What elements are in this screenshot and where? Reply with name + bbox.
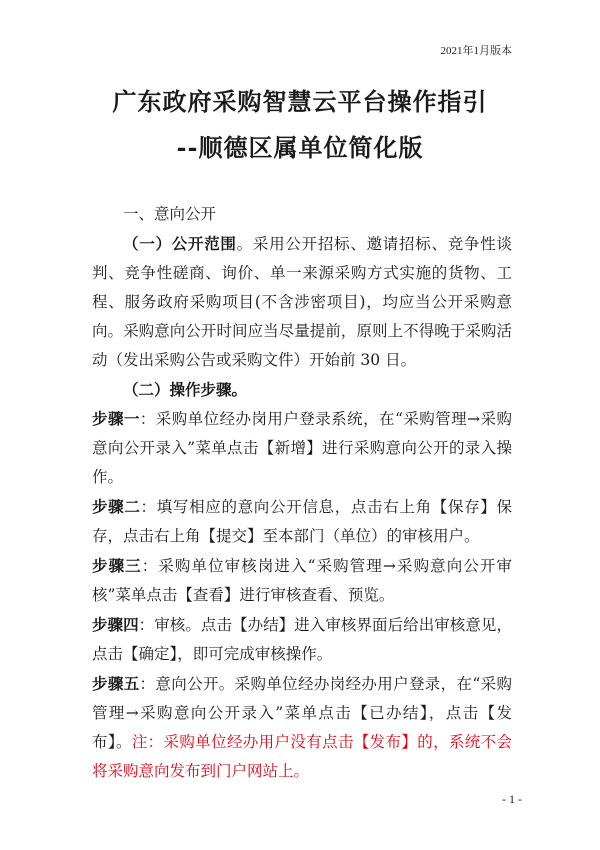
scope-text: 。采用公开招标、邀请招标、竞争性谈判、竞争性磋商、询价、单一来源采购方式实施的货物、工程、服务政府采购项目(不含涉密项目)，均应当公开采购意向。采购意向公开时间应当尽量提前，原则上不得晚于采购活动（发出采购公告或采购文件）开始前 30 日。 bbox=[92, 235, 512, 369]
document-title: 广东政府采购智慧云平台操作指引 bbox=[112, 87, 488, 116]
step-text: ：采购单位经办岗用户登录系统，在“采购管理→采购意向公开录入”菜单点击【新增】进行采购意向公开的录入操作。 bbox=[92, 410, 512, 486]
step-text: ：填写相应的意向公开信息，点击右上角【保存】保存，点击右上角【提交】至本部门（单位）的审核用户。 bbox=[92, 498, 512, 545]
document-body bbox=[92, 200, 512, 786]
step-paragraph bbox=[92, 551, 512, 610]
step-label: 步骤三 bbox=[92, 556, 142, 575]
step-label: 步骤四 bbox=[92, 615, 139, 634]
steps-heading: （二）操作步骤。 bbox=[123, 380, 248, 399]
scope-paragraph bbox=[92, 229, 512, 375]
step-label: 步骤二 bbox=[92, 497, 141, 516]
step-paragraph bbox=[92, 492, 512, 551]
page-number: - 1 - bbox=[502, 792, 522, 806]
publish-warning-note: 注：采购单位经办用户没有点击【发布】的，系统不会将采购意向发布到门户网站上。 bbox=[92, 733, 512, 780]
step-text: ：审核。点击【办结】进入审核界面后给出审核意见，点击【确定】，即可完成审核操作。 bbox=[92, 616, 512, 663]
step-label: 步骤五 bbox=[92, 674, 140, 693]
section-heading: 一、意向公开 bbox=[123, 205, 217, 223]
step-paragraph bbox=[92, 610, 512, 669]
version-label: 2021年1月版本 bbox=[440, 45, 512, 57]
scope-label: （一）公开范围 bbox=[123, 234, 237, 253]
step-text: ：意向公开。采购单位经办岗经办用户登录，在“采购管理→采购意向公开录入”菜单点击【已办结】，点击【发布】。 bbox=[92, 675, 512, 751]
step-paragraph bbox=[92, 669, 512, 786]
document-subtitle: --顺德区属单位简化版 bbox=[176, 133, 424, 162]
step-label: 步骤一 bbox=[92, 409, 140, 428]
step-paragraph bbox=[92, 404, 512, 492]
step-text: ：采购单位审核岗进入“采购管理→采购意向公开审核”菜单点击【查看】进行审核查看、预览。 bbox=[92, 557, 512, 604]
